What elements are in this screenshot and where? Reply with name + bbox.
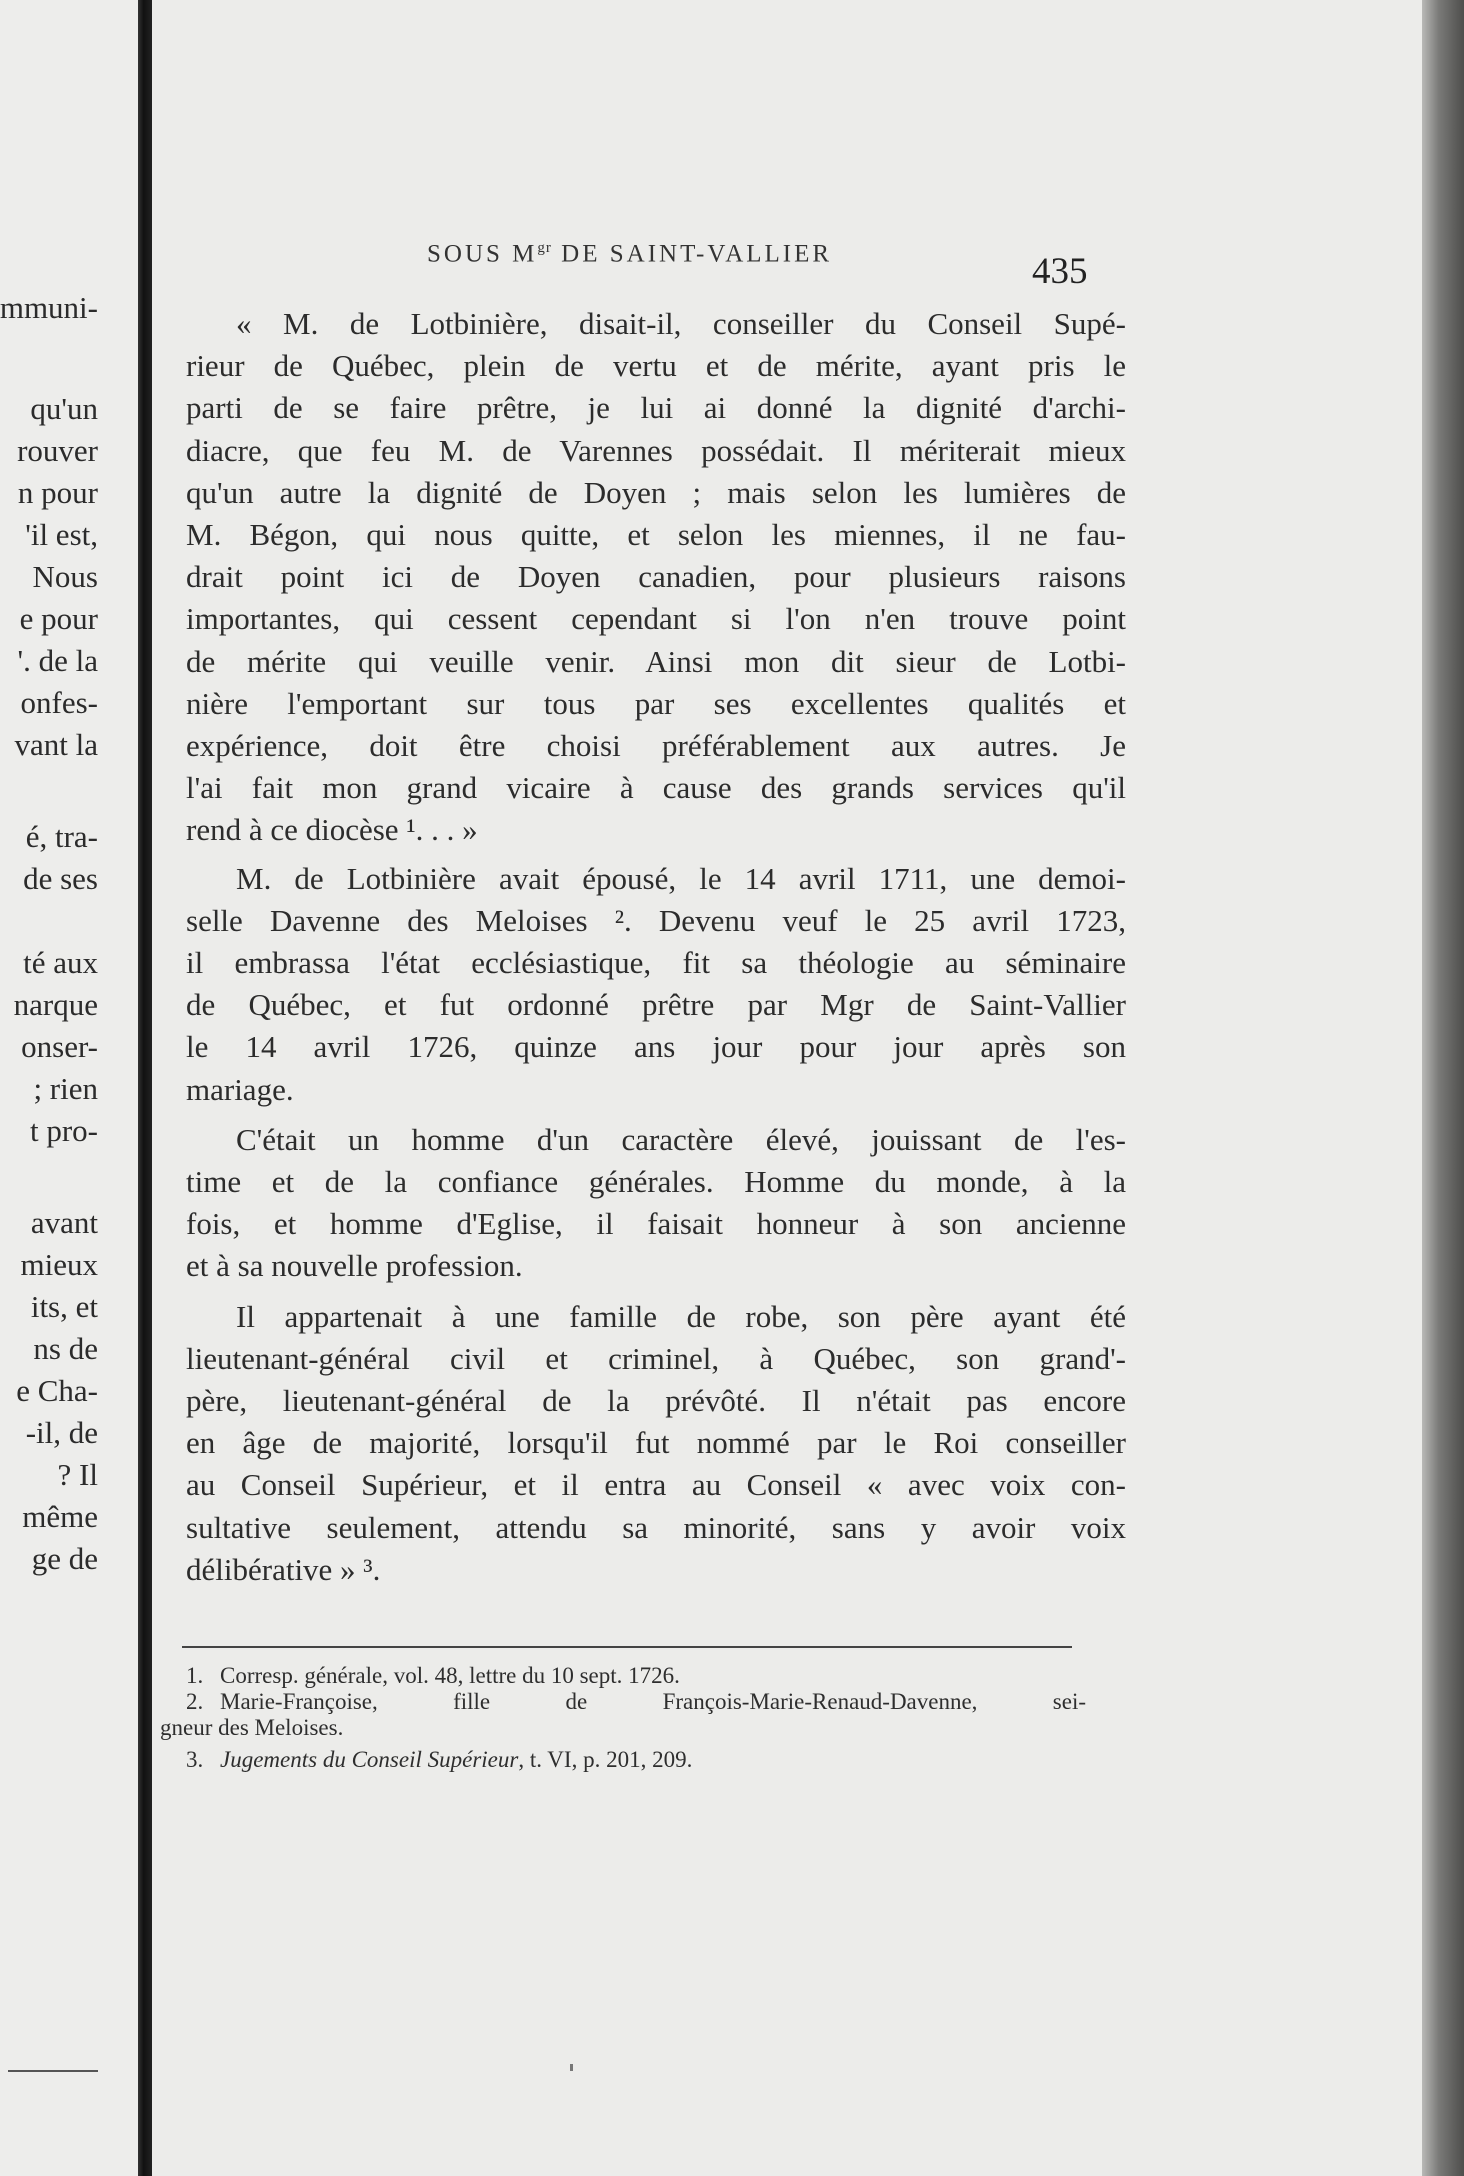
body-line: de Québec, et fut ordonné prêtre par Mgr de Saint-Vallier: [186, 987, 1126, 1022]
previous-page-fragment: ; rien: [33, 1071, 98, 1106]
body-line: l'ai fait mon grand vicaire à cause des grands services qu'il: [186, 770, 1126, 805]
previous-page-fragment: ? Il: [57, 1457, 98, 1492]
previous-page-fragment: té aux: [23, 945, 98, 980]
footnote-line: [186, 1748, 1086, 1771]
footnote-line: [186, 1664, 1086, 1687]
body-line: diacre, que feu M. de Varennes possédait. Il mériterait mieux: [186, 433, 1126, 468]
previous-page-fragment: même: [22, 1499, 98, 1534]
body-line: et à sa nouvelle profession.: [186, 1248, 523, 1283]
body-line: importantes, qui cessent cependant si l'on n'en trouve point: [186, 601, 1126, 636]
previous-page-fragment: t pro-: [29, 1113, 98, 1148]
body-line: mariage.: [186, 1072, 294, 1107]
previous-page-fragment: Nous: [32, 559, 98, 594]
footnote-number: 2.: [186, 1689, 204, 1714]
previous-page-fragment: -il, de: [25, 1415, 98, 1450]
book-page: [152, 0, 1422, 2176]
footnote-rule: [182, 1646, 1072, 1648]
previous-page-fragment: ns de: [33, 1331, 98, 1366]
body-line: parti de se faire prêtre, je lui ai donné la dignité d'archi-: [186, 390, 1126, 425]
previous-page-fragment: e Cha-: [16, 1373, 98, 1408]
running-head: [427, 240, 832, 268]
footnote-italic-title: Jugements du Conseil Supérieur: [220, 1747, 519, 1772]
previous-page-fragment: 'il est,: [25, 517, 98, 552]
body-line: en âge de majorité, lorsqu'il fut nommé par le Roi conseiller: [186, 1425, 1126, 1460]
footnote-number: 1.: [186, 1663, 204, 1688]
body-line: drait point ici de Doyen canadien, pour plusieurs raisons: [186, 559, 1126, 594]
previous-page-fragment: qu'un: [30, 391, 98, 426]
body-line: de mérite qui veuille venir. Ainsi mon dit sieur de Lotbi-: [186, 644, 1126, 679]
previous-page-fragment: rouver: [17, 433, 98, 468]
previous-page-fragment: de ses: [23, 861, 98, 896]
previous-page-fragment: e pour: [19, 601, 98, 636]
body-line: time et de la confiance générales. Homme du monde, à la: [186, 1164, 1126, 1199]
body-line: fois, et homme d'Eglise, il faisait honneur à son ancienne: [186, 1206, 1126, 1241]
scan-speck: [570, 2064, 573, 2071]
body-line: le 14 avril 1726, quinze ans jour pour jour après son: [186, 1029, 1126, 1064]
previous-page-fragment: vant la: [14, 727, 98, 762]
previous-page-fragment: mieux: [20, 1247, 98, 1282]
running-head-post: DE SAINT-VALLIER: [551, 240, 833, 268]
running-head-sup: gr: [537, 240, 552, 256]
body-line: il embrassa l'état ecclésiastique, fit sa théologie au séminaire: [186, 945, 1126, 980]
footnote-number: 3.: [186, 1747, 204, 1772]
body-line: Il appartenait à une famille de robe, son père ayant été: [236, 1299, 1126, 1334]
footnote-text: Corresp. générale, vol. 48, lettre du 10 sept. 1726.: [220, 1663, 680, 1688]
previous-page-fragment: onser-: [21, 1029, 98, 1064]
footnote-text: , t. VI, p. 201, 209.: [518, 1747, 693, 1772]
body-line: délibérative » ³.: [186, 1552, 381, 1587]
body-line: « M. de Lotbinière, disait-il, conseiller du Conseil Supé-: [236, 306, 1126, 341]
previous-page-strip: [0, 0, 138, 2176]
previous-page-fragment: its, et: [30, 1289, 98, 1324]
footnote-line: [186, 1690, 1086, 1713]
previous-page-fragment: é, tra-: [25, 819, 98, 854]
running-head-pre: SOUS M: [427, 240, 538, 268]
body-line: lieutenant-général civil et criminel, à Québec, son grand'-: [186, 1341, 1126, 1376]
body-line: selle Davenne des Meloises ². Devenu veuf le 25 avril 1723,: [186, 903, 1126, 938]
body-line: sultative seulement, attendu sa minorité, sans y avoir voix: [186, 1510, 1126, 1545]
body-line: C'était un homme d'un caractère élevé, jouissant de l'es-: [236, 1122, 1126, 1157]
body-line: père, lieutenant-général de la prévôté. Il n'était pas encore: [186, 1383, 1126, 1418]
body-line: M. de Lotbinière avait épousé, le 14 avril 1711, une demoi-: [236, 861, 1126, 896]
body-line: expérience, doit être choisi préférablement aux autres. Je: [186, 728, 1126, 763]
previous-page-fragment: onfes-: [20, 685, 98, 720]
body-line: nière l'emportant sur tous par ses excellentes qualités et: [186, 686, 1126, 721]
body-line: au Conseil Supérieur, et il entra au Conseil « avec voix con-: [186, 1467, 1126, 1502]
body-line: qu'un autre la dignité de Doyen ; mais selon les lumières de: [186, 475, 1126, 510]
body-line: rend à ce diocèse ¹. . . »: [186, 812, 478, 847]
body-line: M. Bégon, qui nous quitte, et selon les miennes, il ne fau-: [186, 517, 1126, 552]
previous-page-fragment: n pour: [17, 475, 98, 510]
previous-page-rule: [8, 2070, 98, 2072]
footnote-line: [160, 1716, 1060, 1739]
footnote-text: gneur des Meloises.: [160, 1715, 344, 1740]
book-gutter: [138, 0, 152, 2176]
page-number: 435: [1032, 251, 1088, 292]
page-edge: [1422, 0, 1464, 2176]
previous-page-fragment: narque: [13, 987, 98, 1022]
previous-page-fragment: '. de la: [17, 643, 98, 678]
previous-page-fragment: avant: [30, 1205, 98, 1240]
previous-page-fragment: mmuni-: [0, 290, 98, 325]
footnote-text: Marie-Françoise, fille de François-Marie-Renaud-Davenne, sei-: [220, 1689, 1086, 1714]
body-line: rieur de Québec, plein de vertu et de mérite, ayant pris le: [186, 348, 1126, 383]
previous-page-fragment: ge de: [31, 1541, 98, 1576]
